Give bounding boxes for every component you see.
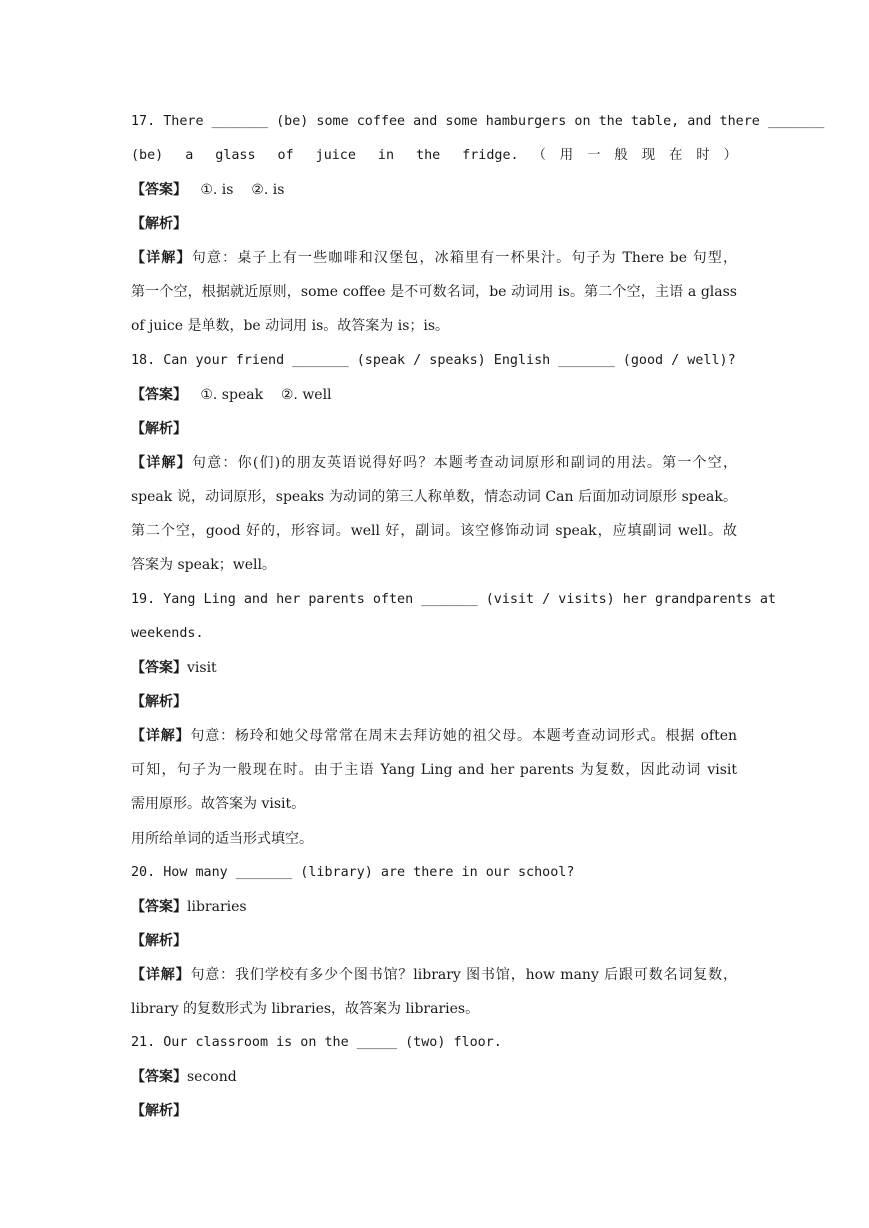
detail-17-line-1 — [131, 241, 737, 275]
answer-tag: 【答案】 — [131, 660, 187, 676]
detail-text: 句意：杨玲和她父母常常在周末去拜访她的祖父母。本题考查动词形式。根据 often — [190, 728, 737, 744]
detail-18-line-4: 答案为 speak；well。 — [131, 557, 276, 573]
answer-value: libraries — [187, 899, 247, 915]
question-18-line-1: 18. Can your friend _______ (speak / speaks) English _______ (good / well)? — [131, 353, 736, 368]
question-21-line-1: 21. Our classroom is on the _____ (two) floor. — [131, 1035, 502, 1050]
detail-20-line-1 — [131, 958, 737, 992]
detail-18-line-3: 第二个空，good 好的，形容词。well 好，副词。该空修饰动词 speak，应填副词 well。故 — [131, 523, 737, 539]
answer-value: second — [187, 1069, 237, 1085]
answer-19 — [131, 651, 737, 685]
detail-tag: 【详解】 — [131, 455, 192, 471]
question-17-line-1: 17. There _______ (be) some coffee and some hamburgers on the table, and there _______ — [131, 114, 825, 129]
detail-20-line-2: library 的复数形式为 libraries，故答案为 libraries。 — [131, 1001, 480, 1017]
detail-18-line-1 — [131, 446, 737, 480]
answer-tag: 【答案】 — [131, 182, 187, 198]
detail-17-line-2: 第一个空，根据就近原则，some coffee 是不可数名词，be 动词用 is。第二个空，主语 a glass — [131, 284, 737, 300]
detail-text: 句意：桌子上有一些咖啡和汉堡包，冰箱里有一杯果汁。句子为 There be 句型， — [191, 250, 737, 266]
section-title: 用所给单词的适当形式填空。 — [131, 831, 313, 847]
answer-20 — [131, 890, 737, 924]
detail-tag: 【详解】 — [131, 728, 191, 744]
detail-17-line-3: of juice 是单数，be 动词用 is。故答案为 is；is。 — [131, 318, 450, 334]
answer-value: ①. speak ②. well — [187, 387, 332, 403]
detail-19-line-2: 可知，句子为一般现在时。由于主语 Yang Ling and her parents 为复数，因此动词 visit — [131, 762, 737, 778]
detail-19-line-1 — [131, 719, 737, 753]
question-20-line-1: 20. How many _______ (library) are there in our school? — [131, 865, 575, 880]
analysis-tag-18: 【解析】 — [131, 421, 187, 437]
detail-tag: 【详解】 — [131, 250, 192, 266]
answer-value: visit — [187, 660, 217, 676]
answer-value: ①. is ②. is — [187, 182, 285, 198]
detail-tag: 【详解】 — [131, 967, 191, 983]
answer-tag: 【答案】 — [131, 899, 187, 915]
detail-18-line-2: speak 说，动词原形，speaks 为动词的第三人称单数，情态动词 Can 后面加动词原形 speak。 — [131, 489, 737, 505]
analysis-tag-17: 【解析】 — [131, 216, 187, 232]
analysis-tag-21: 【解析】 — [131, 1103, 187, 1119]
answer-21 — [131, 1060, 737, 1094]
question-19-line-1: 19. Yang Ling and her parents often _______ (visit / visits) her grandparents at — [131, 592, 776, 607]
detail-text: 句意：你(们)的朋友英语说得好吗？本题考查动词原形和副词的用法。第一个空， — [191, 455, 738, 471]
answer-17 — [131, 173, 737, 207]
detail-19-line-3: 需用原形。故答案为 visit。 — [131, 796, 306, 812]
answer-tag: 【答案】 — [131, 387, 187, 403]
question-17-line-2: (be) a glass of juice in the fridge.（用一般现在时） — [131, 148, 737, 163]
analysis-tag-19: 【解析】 — [131, 694, 187, 710]
detail-text: 句意：我们学校有多少个图书馆？library 图书馆，how many 后跟可数名词复数， — [190, 967, 738, 983]
question-19-line-2: weekends. — [131, 626, 204, 641]
answer-tag: 【答案】 — [131, 1069, 187, 1085]
analysis-tag-20: 【解析】 — [131, 933, 187, 949]
answer-18 — [131, 378, 737, 412]
